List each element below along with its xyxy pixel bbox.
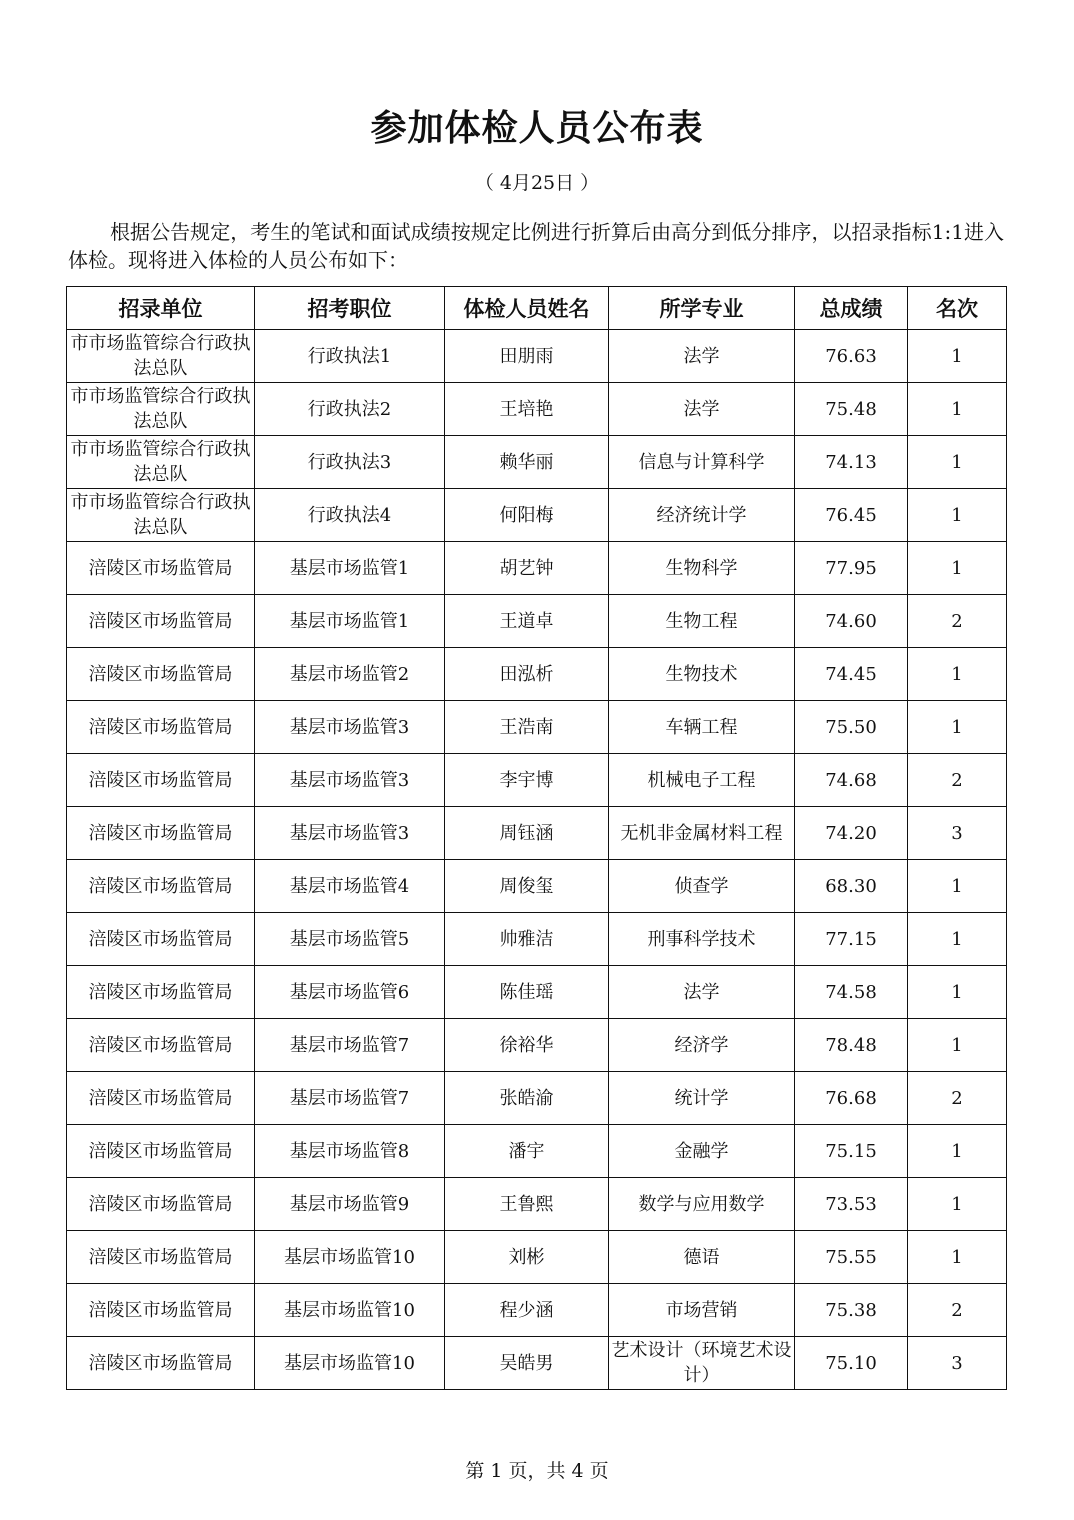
cell-name: 刘彬 <box>445 1231 609 1284</box>
cell-position: 基层市场监管10 <box>255 1337 445 1390</box>
cell-major: 市场营销 <box>609 1284 795 1337</box>
cell-rank: 1 <box>908 436 1007 489</box>
cell-rank: 1 <box>908 542 1007 595</box>
table-row <box>67 1178 1007 1231</box>
cell-major: 经济学 <box>609 1019 795 1072</box>
cell-score: 75.48 <box>795 383 908 436</box>
cell-position: 基层市场监管1 <box>255 542 445 595</box>
cell-name: 李宇博 <box>445 754 609 807</box>
cell-rank: 1 <box>908 330 1007 383</box>
page-footer: 第 1 页，共 4 页 <box>465 1460 609 1482</box>
cell-name: 胡艺钟 <box>445 542 609 595</box>
cell-position: 基层市场监管7 <box>255 1019 445 1072</box>
cell-unit: 市市场监管综合行政执法总队 <box>67 489 255 542</box>
table-row <box>67 1072 1007 1125</box>
table-row <box>67 807 1007 860</box>
cell-name: 王鲁熙 <box>445 1178 609 1231</box>
cell-major: 信息与计算科学 <box>609 436 795 489</box>
cell-major: 刑事科学技术 <box>609 913 795 966</box>
table-row <box>67 383 1007 436</box>
cell-unit: 涪陵区市场监管局 <box>67 1231 255 1284</box>
cell-name: 周俊玺 <box>445 860 609 913</box>
cell-major: 侦查学 <box>609 860 795 913</box>
cell-position: 行政执法3 <box>255 436 445 489</box>
cell-rank: 3 <box>908 807 1007 860</box>
cell-name: 田泓析 <box>445 648 609 701</box>
table-row <box>67 1231 1007 1284</box>
cell-rank: 1 <box>908 489 1007 542</box>
cell-score: 77.95 <box>795 542 908 595</box>
cell-unit: 市市场监管综合行政执法总队 <box>67 383 255 436</box>
cell-position: 基层市场监管8 <box>255 1125 445 1178</box>
cell-unit: 涪陵区市场监管局 <box>67 1284 255 1337</box>
cell-position: 基层市场监管10 <box>255 1284 445 1337</box>
table-row <box>67 860 1007 913</box>
cell-rank: 2 <box>908 595 1007 648</box>
table-row <box>67 966 1007 1019</box>
publish-date: （ 4月25日 ） <box>474 172 600 194</box>
cell-major: 车辆工程 <box>609 701 795 754</box>
cell-score: 68.30 <box>795 860 908 913</box>
cell-unit: 涪陵区市场监管局 <box>67 754 255 807</box>
cell-major: 法学 <box>609 966 795 1019</box>
table-row <box>67 1125 1007 1178</box>
cell-rank: 2 <box>908 1284 1007 1337</box>
cell-position: 行政执法4 <box>255 489 445 542</box>
cell-score: 76.68 <box>795 1072 908 1125</box>
cell-major: 生物科学 <box>609 542 795 595</box>
cell-score: 75.15 <box>795 1125 908 1178</box>
cell-position: 基层市场监管3 <box>255 754 445 807</box>
cell-score: 74.60 <box>795 595 908 648</box>
cell-unit: 市市场监管综合行政执法总队 <box>67 330 255 383</box>
cell-unit: 涪陵区市场监管局 <box>67 807 255 860</box>
table-row <box>67 1284 1007 1337</box>
cell-major: 生物技术 <box>609 648 795 701</box>
cell-name: 赖华丽 <box>445 436 609 489</box>
cell-position: 基层市场监管7 <box>255 1072 445 1125</box>
cell-position: 基层市场监管3 <box>255 701 445 754</box>
cell-name: 周钰涵 <box>445 807 609 860</box>
cell-position: 行政执法1 <box>255 330 445 383</box>
cell-unit: 涪陵区市场监管局 <box>67 648 255 701</box>
cell-score: 74.13 <box>795 436 908 489</box>
cell-major: 艺术设计（环境艺术设计） <box>609 1337 795 1390</box>
cell-name: 吴皓男 <box>445 1337 609 1390</box>
table-row <box>67 330 1007 383</box>
header-name: 体检人员姓名 <box>445 287 609 330</box>
cell-unit: 涪陵区市场监管局 <box>67 1337 255 1390</box>
table-row <box>67 701 1007 754</box>
table-row <box>67 913 1007 966</box>
cell-name: 帅雅洁 <box>445 913 609 966</box>
intro-paragraph: 根据公告规定，考生的笔试和面试成绩按规定比例进行折算后由高分到低分排序，以招录指标1:1进入体检。现将进入体检的人员公布如下： <box>68 220 1004 272</box>
cell-unit: 涪陵区市场监管局 <box>67 1072 255 1125</box>
cell-score: 74.68 <box>795 754 908 807</box>
page-title: 参加体检人员公布表 <box>370 107 704 149</box>
table-row <box>67 436 1007 489</box>
cell-name: 程少涵 <box>445 1284 609 1337</box>
cell-major: 机械电子工程 <box>609 754 795 807</box>
cell-score: 76.63 <box>795 330 908 383</box>
cell-rank: 2 <box>908 1072 1007 1125</box>
cell-major: 数学与应用数学 <box>609 1178 795 1231</box>
cell-score: 75.50 <box>795 701 908 754</box>
table-row <box>67 489 1007 542</box>
cell-name: 徐裕华 <box>445 1019 609 1072</box>
cell-position: 基层市场监管3 <box>255 807 445 860</box>
cell-rank: 1 <box>908 966 1007 1019</box>
cell-unit: 市市场监管综合行政执法总队 <box>67 436 255 489</box>
cell-position: 基层市场监管1 <box>255 595 445 648</box>
cell-rank: 1 <box>908 1019 1007 1072</box>
cell-major: 法学 <box>609 383 795 436</box>
candidate-table <box>66 286 1007 1390</box>
cell-score: 76.45 <box>795 489 908 542</box>
cell-unit: 涪陵区市场监管局 <box>67 595 255 648</box>
cell-name: 王道卓 <box>445 595 609 648</box>
header-unit: 招录单位 <box>67 287 255 330</box>
table-row <box>67 648 1007 701</box>
table-body <box>67 330 1007 1390</box>
cell-rank: 1 <box>908 860 1007 913</box>
cell-unit: 涪陵区市场监管局 <box>67 966 255 1019</box>
table-row <box>67 1019 1007 1072</box>
cell-name: 张皓渝 <box>445 1072 609 1125</box>
header-score: 总成绩 <box>795 287 908 330</box>
cell-position: 基层市场监管4 <box>255 860 445 913</box>
cell-position: 行政执法2 <box>255 383 445 436</box>
cell-score: 74.45 <box>795 648 908 701</box>
cell-major: 无机非金属材料工程 <box>609 807 795 860</box>
cell-unit: 涪陵区市场监管局 <box>67 860 255 913</box>
cell-position: 基层市场监管10 <box>255 1231 445 1284</box>
cell-score: 74.58 <box>795 966 908 1019</box>
cell-rank: 1 <box>908 383 1007 436</box>
cell-name: 陈佳瑶 <box>445 966 609 1019</box>
cell-score: 74.20 <box>795 807 908 860</box>
cell-score: 78.48 <box>795 1019 908 1072</box>
cell-rank: 2 <box>908 754 1007 807</box>
cell-position: 基层市场监管5 <box>255 913 445 966</box>
cell-unit: 涪陵区市场监管局 <box>67 701 255 754</box>
table-row <box>67 542 1007 595</box>
cell-name: 王培艳 <box>445 383 609 436</box>
header-position: 招考职位 <box>255 287 445 330</box>
cell-major: 生物工程 <box>609 595 795 648</box>
table-row <box>67 595 1007 648</box>
header-rank: 名次 <box>908 287 1007 330</box>
cell-name: 何阳梅 <box>445 489 609 542</box>
cell-name: 潘宇 <box>445 1125 609 1178</box>
cell-score: 73.53 <box>795 1178 908 1231</box>
cell-rank: 1 <box>908 701 1007 754</box>
cell-rank: 1 <box>908 1231 1007 1284</box>
cell-major: 金融学 <box>609 1125 795 1178</box>
cell-name: 田朋雨 <box>445 330 609 383</box>
cell-unit: 涪陵区市场监管局 <box>67 913 255 966</box>
cell-position: 基层市场监管2 <box>255 648 445 701</box>
cell-unit: 涪陵区市场监管局 <box>67 542 255 595</box>
cell-rank: 1 <box>908 913 1007 966</box>
cell-major: 法学 <box>609 330 795 383</box>
cell-unit: 涪陵区市场监管局 <box>67 1125 255 1178</box>
cell-unit: 涪陵区市场监管局 <box>67 1178 255 1231</box>
cell-rank: 1 <box>908 1178 1007 1231</box>
table-row <box>67 754 1007 807</box>
cell-rank: 1 <box>908 1125 1007 1178</box>
cell-score: 75.10 <box>795 1337 908 1390</box>
cell-rank: 1 <box>908 648 1007 701</box>
cell-name: 王浩南 <box>445 701 609 754</box>
cell-major: 经济统计学 <box>609 489 795 542</box>
cell-score: 77.15 <box>795 913 908 966</box>
cell-major: 统计学 <box>609 1072 795 1125</box>
header-major: 所学专业 <box>609 287 795 330</box>
table-row <box>67 1337 1007 1390</box>
cell-score: 75.55 <box>795 1231 908 1284</box>
cell-position: 基层市场监管6 <box>255 966 445 1019</box>
cell-position: 基层市场监管9 <box>255 1178 445 1231</box>
cell-score: 75.38 <box>795 1284 908 1337</box>
cell-major: 德语 <box>609 1231 795 1284</box>
cell-unit: 涪陵区市场监管局 <box>67 1019 255 1072</box>
cell-rank: 3 <box>908 1337 1007 1390</box>
table-header-row <box>67 287 1007 330</box>
